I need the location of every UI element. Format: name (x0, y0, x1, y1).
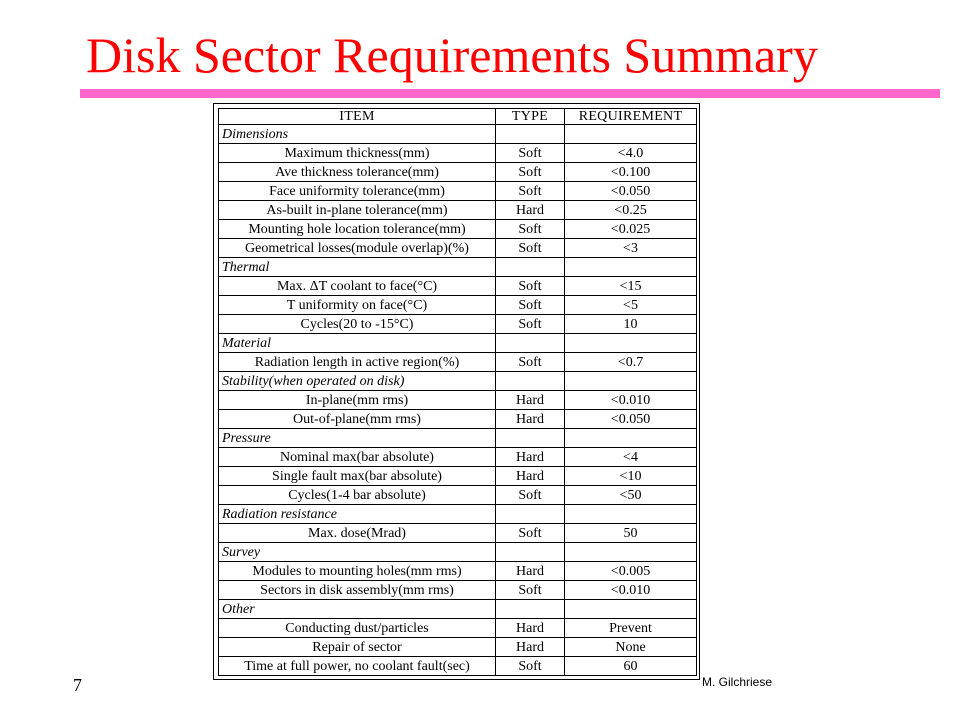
cell-requirement: <0.7 (565, 353, 697, 372)
table-row (219, 163, 697, 182)
cell-type: Soft (496, 163, 565, 182)
category-requirement-blank (565, 543, 697, 562)
cell-type: Soft (496, 144, 565, 163)
table-row (219, 562, 697, 581)
category-label: Pressure (219, 429, 496, 448)
requirements-table-frame (213, 103, 700, 680)
table-row (219, 581, 697, 600)
cell-item: Out-of-plane(mm rms) (219, 410, 496, 429)
cell-requirement: 10 (565, 315, 697, 334)
table-row (219, 391, 697, 410)
table-row (219, 410, 697, 429)
table-row (219, 296, 697, 315)
cell-requirement: <4 (565, 448, 697, 467)
requirements-table-body (219, 125, 697, 676)
cell-type: Hard (496, 562, 565, 581)
cell-requirement: <50 (565, 486, 697, 505)
cell-type: Soft (496, 182, 565, 201)
category-label: Stability(when operated on disk) (219, 372, 496, 391)
cell-type: Soft (496, 581, 565, 600)
cell-type: Hard (496, 467, 565, 486)
category-requirement-blank (565, 334, 697, 353)
cell-item: Max. dose(Mrad) (219, 524, 496, 543)
category-label: Survey (219, 543, 496, 562)
table-row (219, 239, 697, 258)
table-row (219, 638, 697, 657)
cell-item: Repair of sector (219, 638, 496, 657)
cell-requirement: <0.010 (565, 581, 697, 600)
table-row (219, 277, 697, 296)
cell-type: Hard (496, 619, 565, 638)
cell-type: Soft (496, 486, 565, 505)
cell-item: Mounting hole location tolerance(mm) (219, 220, 496, 239)
cell-item: Single fault max(bar absolute) (219, 467, 496, 486)
category-requirement-blank (565, 125, 697, 144)
cell-requirement: <0.025 (565, 220, 697, 239)
cell-item: Sectors in disk assembly(mm rms) (219, 581, 496, 600)
cell-requirement: 50 (565, 524, 697, 543)
slide-title: Disk Sector Requirements Summary (86, 27, 818, 83)
category-requirement-blank (565, 600, 697, 619)
header-type: TYPE (496, 109, 565, 125)
category-requirement-blank (565, 258, 697, 277)
category-type-blank (496, 258, 565, 277)
author-footer: M. Gilchriese (702, 675, 773, 689)
category-type-blank (496, 334, 565, 353)
cell-requirement: <0.050 (565, 410, 697, 429)
cell-item: Radiation length in active region(%) (219, 353, 496, 372)
cell-item: Ave thickness tolerance(mm) (219, 163, 496, 182)
cell-requirement: 60 (565, 657, 697, 676)
category-requirement-blank (565, 505, 697, 524)
table-header-row (219, 109, 697, 125)
table-row (219, 144, 697, 163)
cell-item: Time at full power, no coolant fault(sec) (219, 657, 496, 676)
cell-requirement: <10 (565, 467, 697, 486)
cell-type: Soft (496, 524, 565, 543)
cell-requirement: <0.005 (565, 562, 697, 581)
table-row (219, 448, 697, 467)
table-row (219, 524, 697, 543)
cell-item: Modules to mounting holes(mm rms) (219, 562, 496, 581)
cell-item: Max. ΔT coolant to face(°C) (219, 277, 496, 296)
cell-item: Conducting dust/particles (219, 619, 496, 638)
category-requirement-blank (565, 429, 697, 448)
category-label: Material (219, 334, 496, 353)
cell-item: Cycles(20 to -15°C) (219, 315, 496, 334)
cell-requirement: <5 (565, 296, 697, 315)
cell-requirement: None (565, 638, 697, 657)
category-type-blank (496, 543, 565, 562)
category-label: Thermal (219, 258, 496, 277)
cell-item: Face uniformity tolerance(mm) (219, 182, 496, 201)
category-row (219, 543, 697, 562)
table-row (219, 467, 697, 486)
page-number: 7 (73, 675, 82, 695)
category-type-blank (496, 600, 565, 619)
cell-type: Hard (496, 410, 565, 429)
table-row (219, 353, 697, 372)
cell-type: Hard (496, 201, 565, 220)
table-row (219, 657, 697, 676)
header-requirement: REQUIREMENT (565, 109, 697, 125)
requirements-table (218, 108, 697, 676)
table-row (219, 486, 697, 505)
cell-requirement: <0.100 (565, 163, 697, 182)
category-row (219, 258, 697, 277)
cell-type: Hard (496, 638, 565, 657)
cell-item: T uniformity on face(°C) (219, 296, 496, 315)
category-label: Other (219, 600, 496, 619)
cell-item: Nominal max(bar absolute) (219, 448, 496, 467)
header-item: ITEM (219, 109, 496, 125)
cell-type: Soft (496, 239, 565, 258)
category-type-blank (496, 372, 565, 391)
cell-type: Soft (496, 277, 565, 296)
cell-type: Hard (496, 391, 565, 410)
cell-requirement: <4.0 (565, 144, 697, 163)
category-row (219, 429, 697, 448)
table-row (219, 201, 697, 220)
category-type-blank (496, 429, 565, 448)
category-requirement-blank (565, 372, 697, 391)
cell-requirement: <0.25 (565, 201, 697, 220)
category-type-blank (496, 505, 565, 524)
cell-item: As-built in-plane tolerance(mm) (219, 201, 496, 220)
table-row (219, 619, 697, 638)
cell-requirement: <15 (565, 277, 697, 296)
category-type-blank (496, 125, 565, 144)
category-row (219, 372, 697, 391)
cell-item: In-plane(mm rms) (219, 391, 496, 410)
category-label: Radiation resistance (219, 505, 496, 524)
cell-requirement: <3 (565, 239, 697, 258)
cell-requirement: Prevent (565, 619, 697, 638)
category-row (219, 600, 697, 619)
category-label: Dimensions (219, 125, 496, 144)
cell-type: Hard (496, 448, 565, 467)
table-row (219, 315, 697, 334)
cell-type: Soft (496, 353, 565, 372)
cell-type: Soft (496, 296, 565, 315)
table-row (219, 220, 697, 239)
cell-type: Soft (496, 220, 565, 239)
table-row (219, 182, 697, 201)
category-row (219, 125, 697, 144)
cell-requirement: <0.010 (565, 391, 697, 410)
category-row (219, 505, 697, 524)
cell-item: Cycles(1-4 bar absolute) (219, 486, 496, 505)
cell-requirement: <0.050 (565, 182, 697, 201)
cell-item: Geometrical losses(module overlap)(%) (219, 239, 496, 258)
title-underline (80, 89, 940, 98)
cell-type: Soft (496, 657, 565, 676)
cell-item: Maximum thickness(mm) (219, 144, 496, 163)
category-row (219, 334, 697, 353)
cell-type: Soft (496, 315, 565, 334)
